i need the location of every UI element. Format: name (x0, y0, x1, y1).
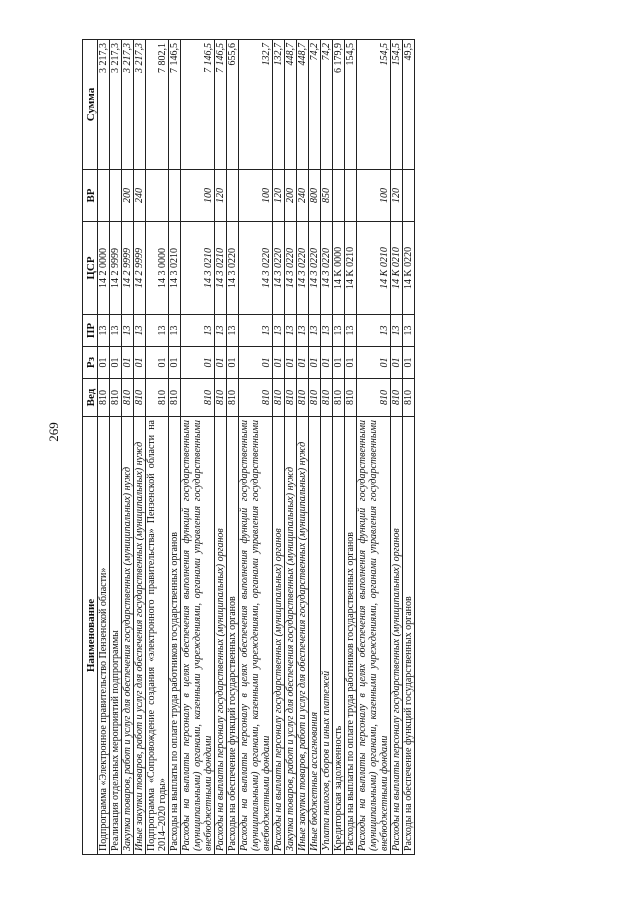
table-row (403, 40, 415, 855)
cell-sum: 3 217,3 (98, 40, 110, 170)
cell-vr (403, 170, 415, 222)
table-row (273, 40, 285, 855)
header-rz: Рз (83, 347, 98, 379)
cell-rz: 01 (134, 347, 146, 379)
cell-vr: 240 (134, 170, 146, 222)
table-row (122, 40, 134, 855)
cell-pr: 13 (285, 315, 297, 347)
table-row (321, 40, 333, 855)
cell-pr: 13 (98, 315, 110, 347)
cell-sum: 3 217,3 (134, 40, 146, 170)
cell-name: Расходы на выплаты персоналу в целях обеспечения выполнения функций государственными (муниципальными) органами, казенными учреждениями, органами управления государственными внебюджетными фондами (357, 417, 391, 855)
cell-name: Закупка товаров, работ и услуг для обеспечения государственных (муниципальных) нужд (122, 417, 134, 855)
cell-name: Иные бюджетные ассигнования (309, 417, 321, 855)
header-sum: Сумма (83, 40, 98, 170)
cell-vr: 100 (181, 170, 215, 222)
cell-name: Расходы на обеспечение функций государственных органов (403, 417, 415, 855)
cell-csr: 14 3 0220 (227, 222, 239, 315)
cell-pr: 13 (239, 315, 273, 347)
cell-pr: 13 (122, 315, 134, 347)
cell-sum: 154,5 (391, 40, 403, 170)
cell-rz: 01 (239, 347, 273, 379)
cell-pr: 13 (273, 315, 285, 347)
cell-name: Расходы на выплаты персоналу государственных (муниципальных) органов (215, 417, 227, 855)
cell-csr: 14 2 9999 (122, 222, 134, 315)
cell-vr (146, 170, 169, 222)
cell-sum: 49,5 (403, 40, 415, 170)
cell-sum: 154,5 (357, 40, 391, 170)
table-row (181, 40, 215, 855)
cell-vr (333, 170, 345, 222)
cell-vr: 120 (391, 170, 403, 222)
cell-ved: 810 (345, 379, 357, 417)
cell-csr: 14 K 0210 (345, 222, 357, 315)
cell-csr: 14 2 0000 (98, 222, 110, 315)
table-row (309, 40, 321, 855)
cell-sum: 6 179,9 (333, 40, 345, 170)
cell-ved: 810 (122, 379, 134, 417)
cell-pr: 13 (345, 315, 357, 347)
cell-rz: 01 (98, 347, 110, 379)
cell-ved: 810 (134, 379, 146, 417)
cell-sum: 448,7 (285, 40, 297, 170)
cell-pr: 13 (146, 315, 169, 347)
cell-csr: 14 3 0220 (239, 222, 273, 315)
header-csr: ЦСР (83, 222, 98, 315)
table-row (239, 40, 273, 855)
cell-sum: 74,2 (321, 40, 333, 170)
cell-sum: 448,7 (297, 40, 309, 170)
cell-vr: 100 (357, 170, 391, 222)
cell-pr: 13 (134, 315, 146, 347)
cell-ved: 810 (321, 379, 333, 417)
table-header-row (83, 40, 98, 855)
cell-vr: 800 (309, 170, 321, 222)
rotated-table-container (82, 40, 552, 855)
cell-pr: 13 (357, 315, 391, 347)
cell-csr: 14 3 0210 (215, 222, 227, 315)
cell-csr: 14 K 0210 (357, 222, 391, 315)
header-vr: ВР (83, 170, 98, 222)
cell-rz: 01 (285, 347, 297, 379)
cell-name: Иные закупки товаров, работ и услуг для обеспечения государственных (муниципальных) нужд (134, 417, 146, 855)
cell-ved: 810 (181, 379, 215, 417)
cell-pr: 13 (181, 315, 215, 347)
cell-vr (110, 170, 122, 222)
cell-name: Кредиторская задолженность (333, 417, 345, 855)
cell-name: Уплата налогов, сборов и иных платежей (321, 417, 333, 855)
cell-sum: 3 217,3 (122, 40, 134, 170)
cell-csr: 14 2 9999 (110, 222, 122, 315)
cell-name: Расходы на выплаты персоналу в целях обеспечения выполнения функций государственными (муниципальными) органами, казенными учреждениями, органами управления государственными внебюджетными фондами (181, 417, 215, 855)
table-body (98, 40, 415, 855)
cell-rz: 01 (321, 347, 333, 379)
cell-name: Реализация отдельных мероприятий подпрограммы (110, 417, 122, 855)
cell-ved: 810 (309, 379, 321, 417)
cell-csr: 14 3 0220 (297, 222, 309, 315)
table-row (297, 40, 309, 855)
cell-csr: 14 K 0000 (333, 222, 345, 315)
cell-rz: 01 (110, 347, 122, 379)
table-row (357, 40, 391, 855)
cell-csr: 14 3 0210 (181, 222, 215, 315)
cell-ved: 810 (285, 379, 297, 417)
cell-name: Расходы на выплаты персоналу в целях обеспечения выполнения функций государственными (муниципальными) органами, казенными учреждениями, органами управления государственными внебюджетными фондами (239, 417, 273, 855)
cell-pr: 13 (110, 315, 122, 347)
cell-pr: 13 (321, 315, 333, 347)
cell-csr: 14 2 9999 (134, 222, 146, 315)
cell-csr: 14 3 0210 (169, 222, 181, 315)
cell-vr (169, 170, 181, 222)
cell-name: Закупка товаров, работ и услуг для обеспечения государственных (муниципальных) нужд (285, 417, 297, 855)
cell-vr: 850 (321, 170, 333, 222)
cell-rz: 01 (391, 347, 403, 379)
cell-ved: 810 (227, 379, 239, 417)
cell-pr: 13 (391, 315, 403, 347)
cell-ved: 810 (273, 379, 285, 417)
table-row (345, 40, 357, 855)
cell-vr: 240 (297, 170, 309, 222)
table-row (227, 40, 239, 855)
cell-pr: 13 (215, 315, 227, 347)
cell-name: Подпрограмма «Сопровождение создания «электронного правительства» Пензенской области на 2014–2020 годы» (146, 417, 169, 855)
cell-vr: 200 (285, 170, 297, 222)
cell-rz: 01 (309, 347, 321, 379)
cell-sum: 7 146,5 (181, 40, 215, 170)
cell-csr: 14 3 0000 (146, 222, 169, 315)
cell-sum: 132,7 (239, 40, 273, 170)
table-row (333, 40, 345, 855)
cell-sum: 7 146,5 (169, 40, 181, 170)
cell-vr: 120 (273, 170, 285, 222)
cell-rz: 01 (146, 347, 169, 379)
cell-ved: 810 (110, 379, 122, 417)
table-row (110, 40, 122, 855)
cell-csr: 14 3 0220 (285, 222, 297, 315)
table-row (134, 40, 146, 855)
cell-rz: 01 (403, 347, 415, 379)
cell-rz: 01 (273, 347, 285, 379)
cell-ved: 810 (98, 379, 110, 417)
cell-rz: 01 (122, 347, 134, 379)
cell-rz: 01 (227, 347, 239, 379)
cell-csr: 14 3 0220 (321, 222, 333, 315)
header-name: Наименование (83, 417, 98, 855)
cell-ved: 810 (215, 379, 227, 417)
cell-vr (227, 170, 239, 222)
cell-rz: 01 (215, 347, 227, 379)
cell-csr: 14 3 0220 (273, 222, 285, 315)
cell-name: Расходы на выплаты по оплате труда работников государственных органов (169, 417, 181, 855)
table-row (391, 40, 403, 855)
cell-ved: 810 (169, 379, 181, 417)
cell-vr: 100 (239, 170, 273, 222)
cell-name: Расходы на выплаты персоналу государственных (муниципальных) органов (391, 417, 403, 855)
cell-csr: 14 K 0210 (391, 222, 403, 315)
cell-vr: 120 (215, 170, 227, 222)
header-pr: ПР (83, 315, 98, 347)
cell-ved: 810 (239, 379, 273, 417)
cell-pr: 13 (403, 315, 415, 347)
budget-table (82, 39, 415, 855)
cell-sum: 132,7 (273, 40, 285, 170)
cell-ved: 810 (146, 379, 169, 417)
header-ved: Вед (83, 379, 98, 417)
cell-name: Иные закупки товаров, работ и услуг для обеспечения государственных (муниципальных) нужд (297, 417, 309, 855)
cell-pr: 13 (297, 315, 309, 347)
cell-name: Подпрограмма «Электронное правительство Пензенской области» (98, 417, 110, 855)
cell-pr: 13 (227, 315, 239, 347)
cell-pr: 13 (333, 315, 345, 347)
cell-rz: 01 (357, 347, 391, 379)
cell-rz: 01 (297, 347, 309, 379)
cell-sum: 74,2 (309, 40, 321, 170)
cell-rz: 01 (345, 347, 357, 379)
table-row (215, 40, 227, 855)
cell-vr: 200 (122, 170, 134, 222)
cell-ved: 810 (391, 379, 403, 417)
cell-sum: 3 217,3 (110, 40, 122, 170)
cell-rz: 01 (169, 347, 181, 379)
table-row (98, 40, 110, 855)
cell-vr (345, 170, 357, 222)
cell-ved: 810 (333, 379, 345, 417)
cell-name: Расходы на выплаты по оплате труда работников государственных органов (345, 417, 357, 855)
cell-csr: 14 K 0220 (403, 222, 415, 315)
cell-ved: 810 (357, 379, 391, 417)
cell-ved: 810 (403, 379, 415, 417)
cell-rz: 01 (333, 347, 345, 379)
cell-sum: 7 802,1 (146, 40, 169, 170)
page-number: 269 (46, 422, 61, 442)
cell-pr: 13 (309, 315, 321, 347)
table-row (285, 40, 297, 855)
cell-sum: 154,5 (345, 40, 357, 170)
table-row (146, 40, 169, 855)
cell-name: Расходы на обеспечение функций государственных органов (227, 417, 239, 855)
cell-name: Расходы на выплаты персоналу государственных (муниципальных) органов (273, 417, 285, 855)
cell-rz: 01 (181, 347, 215, 379)
cell-vr (98, 170, 110, 222)
cell-pr: 13 (169, 315, 181, 347)
cell-ved: 810 (297, 379, 309, 417)
cell-sum: 655,6 (227, 40, 239, 170)
table-row (169, 40, 181, 855)
cell-sum: 7 146,5 (215, 40, 227, 170)
cell-csr: 14 3 0220 (309, 222, 321, 315)
